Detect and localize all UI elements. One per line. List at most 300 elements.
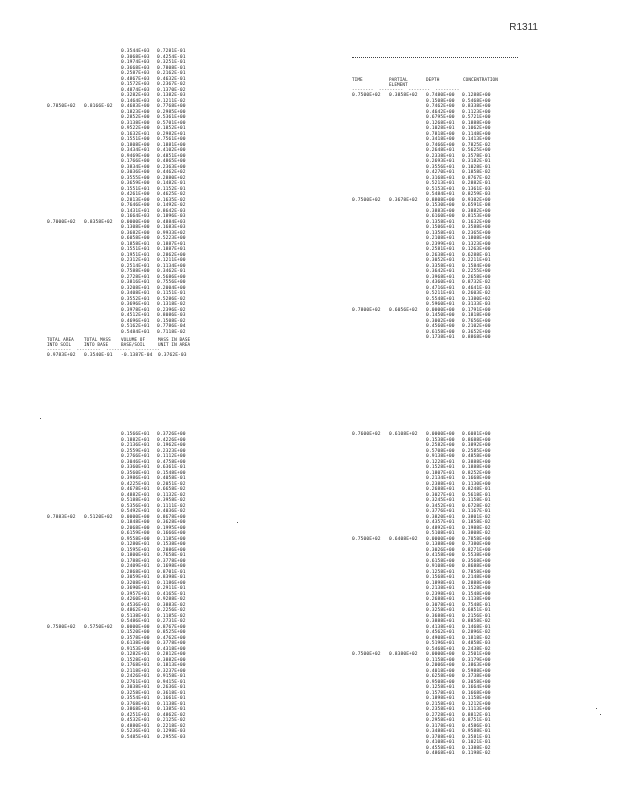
concentration-value: 0.6081E+00 xyxy=(462,432,491,437)
concentration-value: 0.4586E-01 xyxy=(462,723,491,729)
concentration-value: 0.9415E-01 xyxy=(157,679,186,685)
concentration-value: 0.1158E-01 xyxy=(462,498,491,503)
concentration-value: 0.5625E+00 xyxy=(462,148,491,153)
depth-value: 0.4532E+01 xyxy=(121,718,150,723)
totals-header-cell: INTO SOIL xyxy=(47,343,72,348)
concentration-value: 0.3882E+00 xyxy=(157,657,186,663)
concentration-value: 0.1818E+00 xyxy=(462,313,491,318)
depth-value: 0.3668E+03 xyxy=(121,65,150,71)
concentration-value: 0.4462E+02 xyxy=(157,170,186,175)
depth-value: 0.2158E+01 xyxy=(426,701,455,707)
indent xyxy=(47,330,121,336)
concentration-value: 0.1808E+00 xyxy=(462,236,491,241)
group-time: 0.7000E+02 xyxy=(47,219,76,225)
depth-value: 0.3968E+01 xyxy=(426,274,455,280)
concentration-value: 0.9288E-02 xyxy=(157,597,186,602)
concentration-value: 0.2501E+00 xyxy=(462,652,491,657)
concentration-value: 0.1548E+00 xyxy=(462,591,491,597)
depth-value: 0.4880E+01 xyxy=(121,723,150,729)
indent xyxy=(47,735,121,741)
concentration-value: 0.2256E-02 xyxy=(157,608,186,613)
concentration-value: 0.1492E-02 xyxy=(157,203,186,208)
depth-value: 0.3556E+01 xyxy=(426,164,455,170)
totals-header-cell: UNIT IN AREA xyxy=(158,343,191,348)
depth-value: 0.5356E+01 xyxy=(121,503,150,509)
concentration-value: 0.4102E+00 xyxy=(157,148,186,153)
concentration-value: 0.3618E-01 xyxy=(157,690,186,696)
concentration-value: 0.3892E+00 xyxy=(462,443,491,448)
depth-value: 0.7818E+00 xyxy=(426,131,455,137)
indent xyxy=(352,335,426,341)
concentration-value: 0.4226E+00 xyxy=(157,437,186,443)
depth-value: 0.1551E+01 xyxy=(121,186,150,192)
depth-value: 0.3552E+01 xyxy=(121,296,150,302)
concentration-value: 0.4036E-02 xyxy=(157,509,186,514)
concentration-value: 0.5686E+00 xyxy=(157,274,186,280)
totals-header-cell: MASS IN BASE xyxy=(158,338,191,343)
depth-value: 0.2582E+00 xyxy=(426,443,455,448)
concentration-value: 0.2731E-02 xyxy=(157,619,186,624)
concentration-value: 0.1896E-03 xyxy=(157,214,186,219)
depth-value: 0.3788E+01 xyxy=(426,734,455,740)
depth-value: 0.2514E+01 xyxy=(121,263,150,269)
depth-value: 0.9108E+00 xyxy=(426,564,455,569)
concentration-value: 0.3863E+00 xyxy=(462,663,491,668)
concentration-value: 0.1664E+00 xyxy=(462,685,491,690)
depth-value: 0.6159E+00 xyxy=(121,531,150,536)
concentration-value: 0.2636E-01 xyxy=(157,685,186,690)
concentration-value: 0.2004E+00 xyxy=(157,285,186,291)
depth-value: 0.7646E+00 xyxy=(121,203,150,208)
depth-value: 0.3408E+01 xyxy=(121,291,150,296)
depth-value: 0.3258E+01 xyxy=(426,608,455,613)
concentration-value: 0.9588E-01 xyxy=(462,729,491,734)
depth-value: 0.2688E+01 xyxy=(426,597,455,602)
concentration-value: 0.8688E+00 xyxy=(462,564,491,569)
depth-value: 0.3544E+03 xyxy=(121,49,150,54)
concentration-value: 0.1112E+00 xyxy=(157,454,186,459)
concentration-value: 0.1148E+00 xyxy=(462,131,491,137)
table-row xyxy=(47,735,193,741)
concentration-value: 0.1881E+00 xyxy=(157,142,186,148)
depth-value: 0.4867E+03 xyxy=(121,76,150,82)
depth-value: 0.3358E+01 xyxy=(426,263,455,269)
page-id: R1311 xyxy=(509,22,538,33)
depth-value: 0.2068E+00 xyxy=(121,525,150,531)
depth-value: 0.6158E+00 xyxy=(426,558,455,564)
depth-value: 0.9138E+00 xyxy=(426,454,455,459)
depth-value: 0.1158E+00 xyxy=(426,657,455,663)
concentration-value: 0.2363E+00 xyxy=(157,164,186,170)
depth-value: 0.4678E+01 xyxy=(121,487,150,492)
depth-value: 0.3068E+03 xyxy=(121,54,150,60)
depth-value: 0.1882E+01 xyxy=(121,437,150,443)
concentration-value: 0.2367E-02 xyxy=(157,82,186,87)
depth-value: 0.1766E+00 xyxy=(121,159,150,164)
depth-value: 0.3768E+01 xyxy=(121,701,150,707)
concentration-value: 0.7281E-01 xyxy=(157,49,186,54)
concentration-value: 0.3778E+00 xyxy=(157,641,186,646)
depth-value: 0.0000E+00 xyxy=(426,652,455,657)
concentration-value: 0.1288E+00 xyxy=(462,93,491,98)
column-header: PARTIAL xyxy=(389,78,408,83)
group-partial: 0.6108E+02 xyxy=(389,432,418,437)
depth-value: 0.2136E+01 xyxy=(121,443,150,448)
scan-speck xyxy=(596,708,597,709)
concentration-value: 0.1062E+00 xyxy=(462,126,491,131)
group-time: 0.7800E+02 xyxy=(352,307,381,313)
depth-value: 0.4882E+01 xyxy=(121,492,150,498)
depth-value: 0.1280E+01 xyxy=(121,542,150,547)
depth-value: 0.2398E+01 xyxy=(426,591,455,597)
depth-value: 0.3002E+00 xyxy=(426,318,455,324)
table-row xyxy=(47,330,195,336)
depth-value: 0.2388E+01 xyxy=(426,481,455,487)
depth-value: 0.1800E+01 xyxy=(121,553,150,558)
concentration-value: 0.1668E+00 xyxy=(462,476,491,481)
depth-value: 0.2693E+01 xyxy=(426,159,455,164)
concentration-value: 0.8688E+00 xyxy=(462,437,491,443)
depth-value: 0.3888E+01 xyxy=(426,619,455,624)
concentration-value: 0.2585E+00 xyxy=(462,448,491,454)
concentration-value: 0.1661E-01 xyxy=(157,696,186,701)
concentration-value: 0.4641E-03 xyxy=(462,285,491,291)
depth-value: 0.1358E+01 xyxy=(426,219,455,225)
depth-value: 0.2766E+01 xyxy=(121,454,150,459)
depth-value: 0.3452E+01 xyxy=(426,503,455,509)
concentration-value: 0.1995E+00 xyxy=(157,525,186,531)
depth-value: 0.3868E+01 xyxy=(121,707,150,712)
concentration-value: 0.1138E+00 xyxy=(462,597,491,602)
depth-value: 0.3688E+01 xyxy=(426,613,455,619)
depth-value: 0.3834E+00 xyxy=(121,164,150,170)
depth-value: 0.3642E+01 xyxy=(426,269,455,274)
depth-value: 0.5485E+01 xyxy=(121,734,150,740)
indent xyxy=(352,751,426,757)
concentration-value: 0.3738E+00 xyxy=(462,674,491,679)
concentration-value: 0.2896E-02 xyxy=(462,630,491,635)
depth-value: 0.2761E+01 xyxy=(121,679,150,685)
depth-value: 0.1258E+01 xyxy=(426,569,455,575)
group-time: 0.7883E+02 xyxy=(47,514,76,520)
concentration-value: 0.9933E+02 xyxy=(157,230,186,236)
concentration-value: 0.1888E+00 xyxy=(462,120,491,126)
concentration-value: 0.8767E+00 xyxy=(157,624,186,630)
depth-value: 0.3776E+01 xyxy=(426,509,455,514)
concentration-value: 0.1380E+02 xyxy=(462,296,491,302)
concentration-value: 0.2812E+00 xyxy=(157,652,186,657)
concentration-value: 0.5988E+00 xyxy=(462,668,491,674)
depth-value: 0.4108E+01 xyxy=(426,740,455,745)
group-partial: 0.5120E+02 xyxy=(84,514,113,520)
concentration-value: 0.1508E-02 xyxy=(157,318,186,324)
depth-value: 0.1551E+01 xyxy=(121,247,150,252)
concentration-value: 0.1988E-02 xyxy=(462,525,491,531)
concentration-value: 0.1151E-01 xyxy=(157,291,186,296)
concentration-value: 0.8812E-01 xyxy=(462,712,491,718)
concentration-value: 0.2365E+00 xyxy=(462,230,491,236)
depth-value: 0.4138E+01 xyxy=(426,624,455,630)
concentration-value: 0.8868E+00 xyxy=(462,335,491,340)
depth-value: 0.1464E+03 xyxy=(121,98,150,104)
column-header: TIME xyxy=(352,78,363,83)
depth-value: 0.1528E+01 xyxy=(121,657,150,663)
concentration-value: 0.1858E-02 xyxy=(462,520,491,525)
totals-header-cell: TOTAL AREA xyxy=(47,338,74,343)
concentration-value: 0.1370E-02 xyxy=(157,87,186,93)
depth-value: 0.5484E+01 xyxy=(121,329,150,335)
concentration-value: 0.2880E+02 xyxy=(157,175,186,181)
depth-value: 0.3046E+01 xyxy=(121,459,150,465)
concentration-value: 0.3568E+00 xyxy=(462,558,491,564)
concentration-value: 0.2162E-01 xyxy=(157,71,186,76)
depth-value: 0.2358E+01 xyxy=(426,707,455,712)
depth-value: 0.5138E+01 xyxy=(121,613,150,619)
concentration-value: 0.1887E+01 xyxy=(157,247,186,252)
concentration-value: 0.6288E-01 xyxy=(462,252,491,258)
concentration-value: 0.1323E+00 xyxy=(462,241,491,247)
depth-value: 0.2006E+00 xyxy=(426,663,455,668)
depth-value: 0.9469E+00 xyxy=(121,153,150,159)
concentration-value: 0.3182E-01 xyxy=(462,159,491,164)
concentration-value: 0.1186E+00 xyxy=(157,580,186,586)
concentration-value: 0.3578E-01 xyxy=(462,153,491,159)
column-header: DEPTH xyxy=(426,78,440,83)
concentration-value: 0.1298E-03 xyxy=(157,729,186,734)
depth-value: 0.5468E+01 xyxy=(426,646,455,652)
concentration-value: 0.2218E-02 xyxy=(157,723,186,729)
concentration-value: 0.7118E-02 xyxy=(157,329,186,335)
depth-value: 0.3554E+01 xyxy=(121,696,150,701)
totals-underline: --------- --------- --------- --------- xyxy=(47,348,160,353)
group-time: 0.7580E+02 xyxy=(47,624,76,630)
depth-value: 0.4560E+00 xyxy=(426,324,455,329)
concentration-value: 0.8338E+00 xyxy=(462,104,491,109)
concentration-value: 0.1212E+00 xyxy=(462,701,491,707)
concentration-value: 0.3801E-02 xyxy=(462,514,491,520)
depth-value: 0.3682E+00 xyxy=(121,230,150,236)
depth-value: 0.3078E+01 xyxy=(426,602,455,608)
depth-value: 0.2688E+01 xyxy=(426,487,455,492)
concentration-value: 0.1548E+00 xyxy=(157,470,186,476)
depth-value: 0.3258E+01 xyxy=(121,690,150,696)
concentration-value: 0.4632E-01 xyxy=(157,76,186,82)
depth-value: 0.3957E+01 xyxy=(121,591,150,597)
depth-value: 0.2958E+01 xyxy=(426,718,455,723)
printout-bottom-left xyxy=(47,432,193,740)
concentration-value: 0.2211E+01 xyxy=(462,258,491,263)
concentration-value: 0.3778E+00 xyxy=(157,558,186,564)
concentration-value: 0.7825E-02 xyxy=(462,142,491,148)
concentration-value: 0.6591E-08 xyxy=(462,203,491,208)
concentration-value: 0.8153E+00 xyxy=(462,214,491,219)
concentration-value: 0.8248E-01 xyxy=(462,487,491,492)
depth-value: 0.3883E+00 xyxy=(426,208,455,214)
depth-value: 0.5153E+01 xyxy=(426,186,455,192)
concentration-value: 0.1111E-02 xyxy=(157,503,186,509)
depth-value: 0.6158E+00 xyxy=(426,329,455,335)
concentration-value: 0.1388E-02 xyxy=(462,745,491,751)
concentration-value: 0.2955E-03 xyxy=(157,734,186,740)
depth-value: 0.2399E+01 xyxy=(426,241,455,247)
concentration-value: 0.1198E-02 xyxy=(462,751,491,756)
depth-value: 0.4360E+01 xyxy=(426,280,455,285)
concentration-value: 0.1683E+03 xyxy=(157,225,186,230)
depth-value: 0.9153E+00 xyxy=(121,646,150,652)
depth-value: 0.8808E+00 xyxy=(426,197,455,203)
concentration-value: 0.3462E-01 xyxy=(157,269,186,274)
concentration-value: 0.1858E-02 xyxy=(462,170,491,175)
concentration-value: 0.9158E-01 xyxy=(157,674,186,679)
printout-bottom-right xyxy=(352,432,498,757)
depth-value: 0.2108E+01 xyxy=(426,236,455,241)
concentration-value: 0.3726E+00 xyxy=(157,432,186,437)
depth-value: 0.4868E+01 xyxy=(426,751,455,756)
totals-value: 0.3762E-03 xyxy=(158,353,187,358)
concentration-value: 0.1632E+00 xyxy=(462,219,491,225)
header-underline: -------- --------- -------- --------- xyxy=(352,88,460,93)
depth-value: 0.1450E+00 xyxy=(426,313,455,318)
depth-value: 0.1848E+00 xyxy=(121,520,150,525)
concentration-value: 0.5286E-02 xyxy=(157,296,186,302)
concentration-value: 0.1584E+00 xyxy=(462,263,491,269)
concentration-value: 0.4758E+00 xyxy=(157,459,186,465)
concentration-value: 0.1211E+00 xyxy=(157,258,186,263)
depth-value: 0.2648E+01 xyxy=(426,148,455,153)
depth-value: 0.1566E+01 xyxy=(121,432,150,437)
concentration-value: 0.9382E+00 xyxy=(462,197,491,203)
depth-value: 0.4642E+00 xyxy=(426,109,455,115)
depth-value: 0.3026E+00 xyxy=(426,547,455,553)
depth-value: 0.1028E+01 xyxy=(426,126,455,131)
depth-value: 0.4862E+01 xyxy=(121,608,150,613)
concentration-value: 0.2156E-01 xyxy=(462,613,491,619)
depth-value: 0.1898E+01 xyxy=(426,696,455,701)
depth-value: 0.3168E+01 xyxy=(426,175,455,181)
depth-value: 0.3816E+01 xyxy=(121,280,150,285)
depth-value: 0.3978E+01 xyxy=(121,307,150,313)
column-header: ELEMENT xyxy=(389,83,408,88)
depth-value: 0.1508E+00 xyxy=(426,98,455,104)
depth-value: 0.3418E+00 xyxy=(426,137,455,142)
concentration-value: 0.1134E+00 xyxy=(157,263,186,269)
depth-value: 0.6160E+00 xyxy=(426,214,455,219)
concentration-value: 0.3588E+00 xyxy=(462,225,491,230)
depth-value: 0.1595E+01 xyxy=(121,547,150,553)
concentration-value: 0.2051E-02 xyxy=(157,481,186,487)
concentration-value: 0.3133E-03 xyxy=(462,302,491,307)
depth-value: 0.1578E+01 xyxy=(426,690,455,696)
depth-value: 0.4558E+01 xyxy=(426,745,455,751)
group-time: 0.7500E+02 xyxy=(352,197,381,203)
depth-value: 0.1388E+00 xyxy=(426,542,455,547)
depth-value: 0.3038E+01 xyxy=(121,685,150,690)
concentration-value: 0.7658E-01 xyxy=(157,553,186,558)
concentration-value: 0.8271E+00 xyxy=(462,547,491,553)
depth-value: 0.1974E+03 xyxy=(121,60,150,65)
depth-value: 0.2587E+03 xyxy=(121,71,150,76)
concentration-value: 0.2323E+00 xyxy=(157,448,186,454)
concentration-value: 0.1211E-02 xyxy=(157,98,186,104)
depth-value: 0.4892E+01 xyxy=(426,525,455,531)
depth-value: 0.2868E+01 xyxy=(121,569,150,575)
depth-value: 0.5162E+01 xyxy=(121,324,150,329)
concentration-value: 0.1528E+00 xyxy=(462,586,491,591)
depth-value: 0.1528E+01 xyxy=(426,465,455,470)
depth-value: 0.4908E+01 xyxy=(426,635,455,641)
totals-header-cell: TOTAL MASS xyxy=(84,338,111,343)
concentration-value: 0.3237E+00 xyxy=(157,668,186,674)
concentration-value: 0.3058E+00 xyxy=(462,679,491,685)
depth-value: 0.0000E+00 xyxy=(426,307,455,313)
depth-value: 0.1807E+01 xyxy=(426,470,455,476)
depth-value: 0.7588E+00 xyxy=(121,269,150,274)
depth-value: 0.2813E+00 xyxy=(121,197,150,203)
concentration-value: 0.4865E+00 xyxy=(157,159,186,164)
depth-value: 0.7462E+00 xyxy=(426,104,455,109)
depth-value: 0.3434E+01 xyxy=(121,148,150,153)
depth-value: 0.5708E+00 xyxy=(426,448,455,454)
depth-value: 0.3052E+01 xyxy=(426,258,455,263)
depth-value: 0.4018E+00 xyxy=(426,668,455,674)
depth-value: 0.1898E+01 xyxy=(426,580,455,586)
concentration-value: 0.5618E-01 xyxy=(462,492,491,498)
group-partial: 0.8166E-02 xyxy=(84,104,113,109)
depth-value: 0.4874E+03 xyxy=(121,87,150,93)
concentration-value: 0.5701E+00 xyxy=(157,120,186,126)
totals-header-cell: BASE/SOIL xyxy=(121,343,146,348)
concentration-value: 0.8398E-01 xyxy=(157,575,186,580)
concentration-value: 0.3883E-02 xyxy=(157,602,186,608)
concentration-value: 0.7556E+00 xyxy=(157,280,186,285)
depth-value: 0.0000E+00 xyxy=(121,624,150,630)
depth-value: 0.2728E+01 xyxy=(426,712,455,718)
concentration-value: 0.7858E+00 xyxy=(462,536,491,542)
depth-value: 0.4225E+01 xyxy=(121,481,150,487)
concentration-value: 0.1382E-03 xyxy=(157,93,186,98)
concentration-value: 0.3581E-01 xyxy=(462,734,491,740)
depth-value: 0.1858E+01 xyxy=(121,241,150,247)
depth-value: 0.3360E+01 xyxy=(121,465,150,470)
depth-value: 0.2134E+01 xyxy=(426,476,455,481)
totals-values xyxy=(47,353,195,359)
group-partial: 0.3858E+02 xyxy=(389,93,418,98)
depth-value: 0.5211E+01 xyxy=(426,291,455,296)
concentration-value: 0.2862E+00 xyxy=(157,252,186,258)
depth-value: 0.1738E+01 xyxy=(426,335,455,340)
depth-value: 0.4158E+00 xyxy=(426,553,455,558)
depth-value: 0.5108E+01 xyxy=(426,531,455,536)
depth-value: 0.4251E+01 xyxy=(121,712,150,718)
printout-top-left xyxy=(47,49,195,359)
depth-value: 0.5960E+01 xyxy=(426,302,455,307)
concentration-value: 0.8086E-03 xyxy=(157,313,186,318)
depth-value: 0.5188E+01 xyxy=(121,498,150,503)
concentration-value: 0.3888E+00 xyxy=(462,459,491,465)
group-partial: 0.6408E+02 xyxy=(389,536,418,542)
group-partial: 0.8380E+02 xyxy=(389,652,418,657)
concentration-value: 0.1158E+00 xyxy=(462,696,491,701)
concentration-value: 0.1263E+00 xyxy=(462,247,491,252)
concentration-value: 0.1028E-01 xyxy=(462,164,491,170)
concentration-value: 0.1185E-02 xyxy=(157,613,186,619)
group-time: 0.7500E+02 xyxy=(352,93,381,98)
concentration-value: 0.1698E+00 xyxy=(157,564,186,569)
concentration-value: 0.1413E+00 xyxy=(462,137,491,142)
depth-value: 0.3488E+01 xyxy=(426,729,455,734)
concentration-value: 0.1888E+00 xyxy=(462,465,491,470)
depth-value: 0.3986E+01 xyxy=(121,476,150,481)
